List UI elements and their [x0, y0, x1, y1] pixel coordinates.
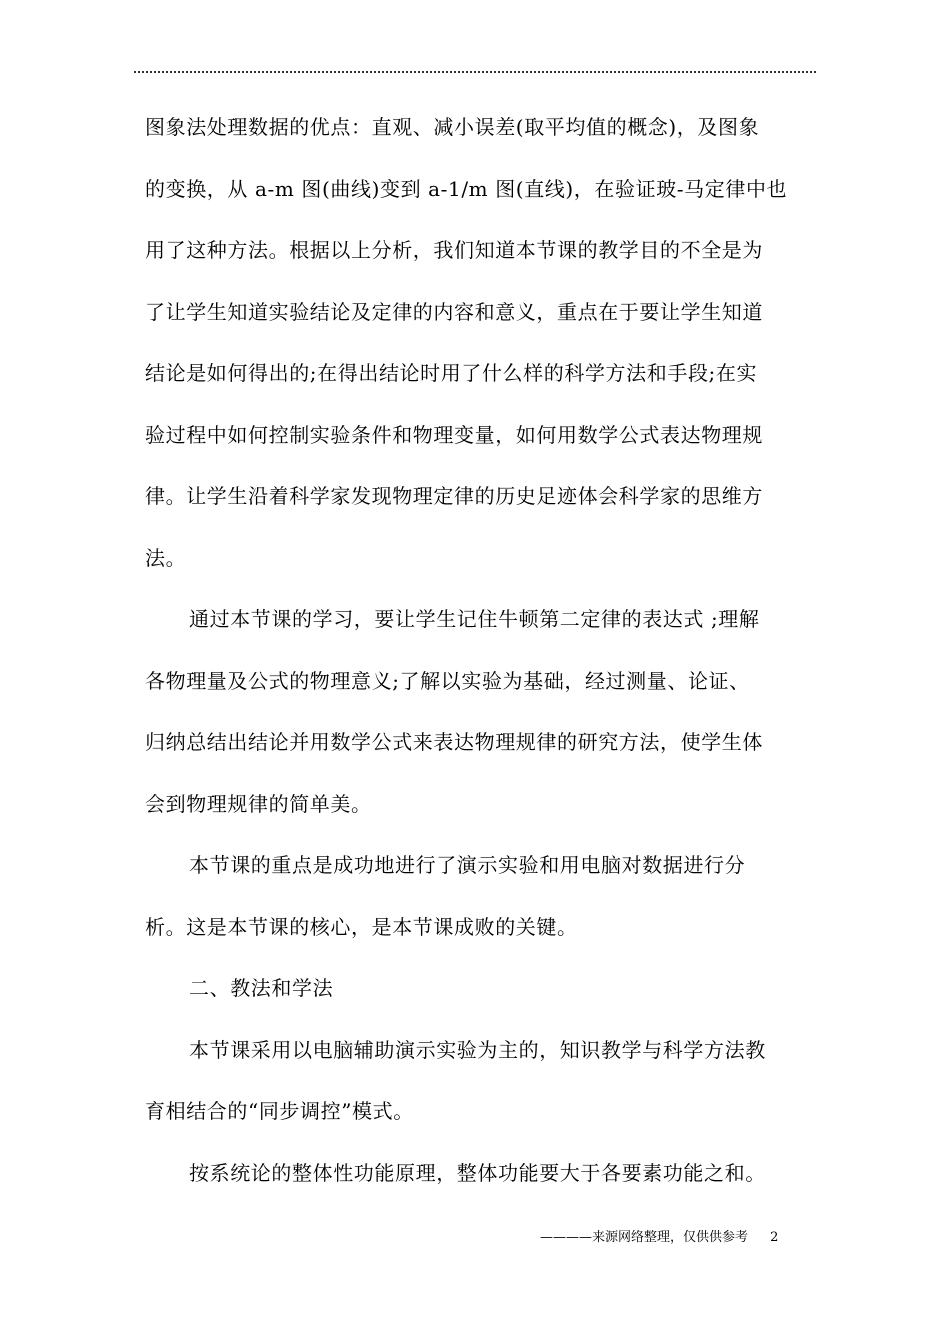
paragraph-2-line-2: 各物理量及公式的物理意义;了解以实验为基础，经过测量、论证、: [145, 668, 750, 693]
document-body: [145, 106, 810, 1213]
paragraph-3-line-1: 本节课的重点是成功地进行了演示实验和用电脑对数据进行分: [189, 853, 746, 877]
paragraph-1-line-7: 律。让学生沿着科学家发现物理定律的历史足迹体会科学家的思维方: [145, 484, 763, 508]
section-heading: 二、教法和学法: [189, 976, 334, 1000]
footer-source-note: ————来源网络整理，仅供供参考: [540, 1230, 749, 1245]
paragraph-1-line-5: 结论是如何得出的;在得出结论时用了什么样的科学方法和手段;在实: [145, 361, 758, 385]
paragraph-2-line-1: 通过本节课的学习，要让学生记住牛顿第二定律的表达式 ;理解: [189, 607, 760, 631]
paragraph-2-line-3: 归纳总结出结论并用数学公式来表达物理规律的研究方法，使学生体: [145, 730, 763, 754]
paragraph-1-line-1: 图象法处理数据的优点：直观、减小误差(取平均值的概念)，及图象: [145, 115, 760, 139]
paragraph-6-line-1: 按系统论的整体性功能原理，整体功能要大于各要素功能之和。: [189, 1160, 766, 1185]
paragraph-5-line-2: 育相结合的“同步调控”模式。: [145, 1099, 414, 1123]
header-dotted-rule: [134, 71, 816, 73]
page-footer: [540, 1228, 810, 1248]
page-number: 2: [770, 1230, 779, 1245]
paragraph-1-line-4: 了让学生知道实验结论及定律的内容和意义，重点在于要让学生知道: [145, 299, 763, 324]
paragraph-3-line-2: 析。这是本节课的核心，是本节课成败的关键。: [145, 914, 578, 939]
paragraph-1-line-3: 用了这种方法。根据以上分析，我们知道本节课的教学目的不全是为: [145, 238, 763, 262]
paragraph-1-line-2: 的变换，从 a-m 图(曲线)变到 a-1/m 图(直线)，在验证玻-马定律中也: [145, 176, 788, 201]
paragraph-1-line-6: 验过程中如何控制实验条件和物理变量，如何用数学公式表达物理规: [145, 422, 763, 447]
paragraph-2-line-4: 会到物理规律的简单美。: [145, 791, 372, 816]
paragraph-5-line-1: 本节课采用以电脑辅助演示实验为主的，知识教学与科学方法教: [189, 1037, 766, 1062]
paragraph-1-line-8: 法。: [145, 545, 187, 570]
